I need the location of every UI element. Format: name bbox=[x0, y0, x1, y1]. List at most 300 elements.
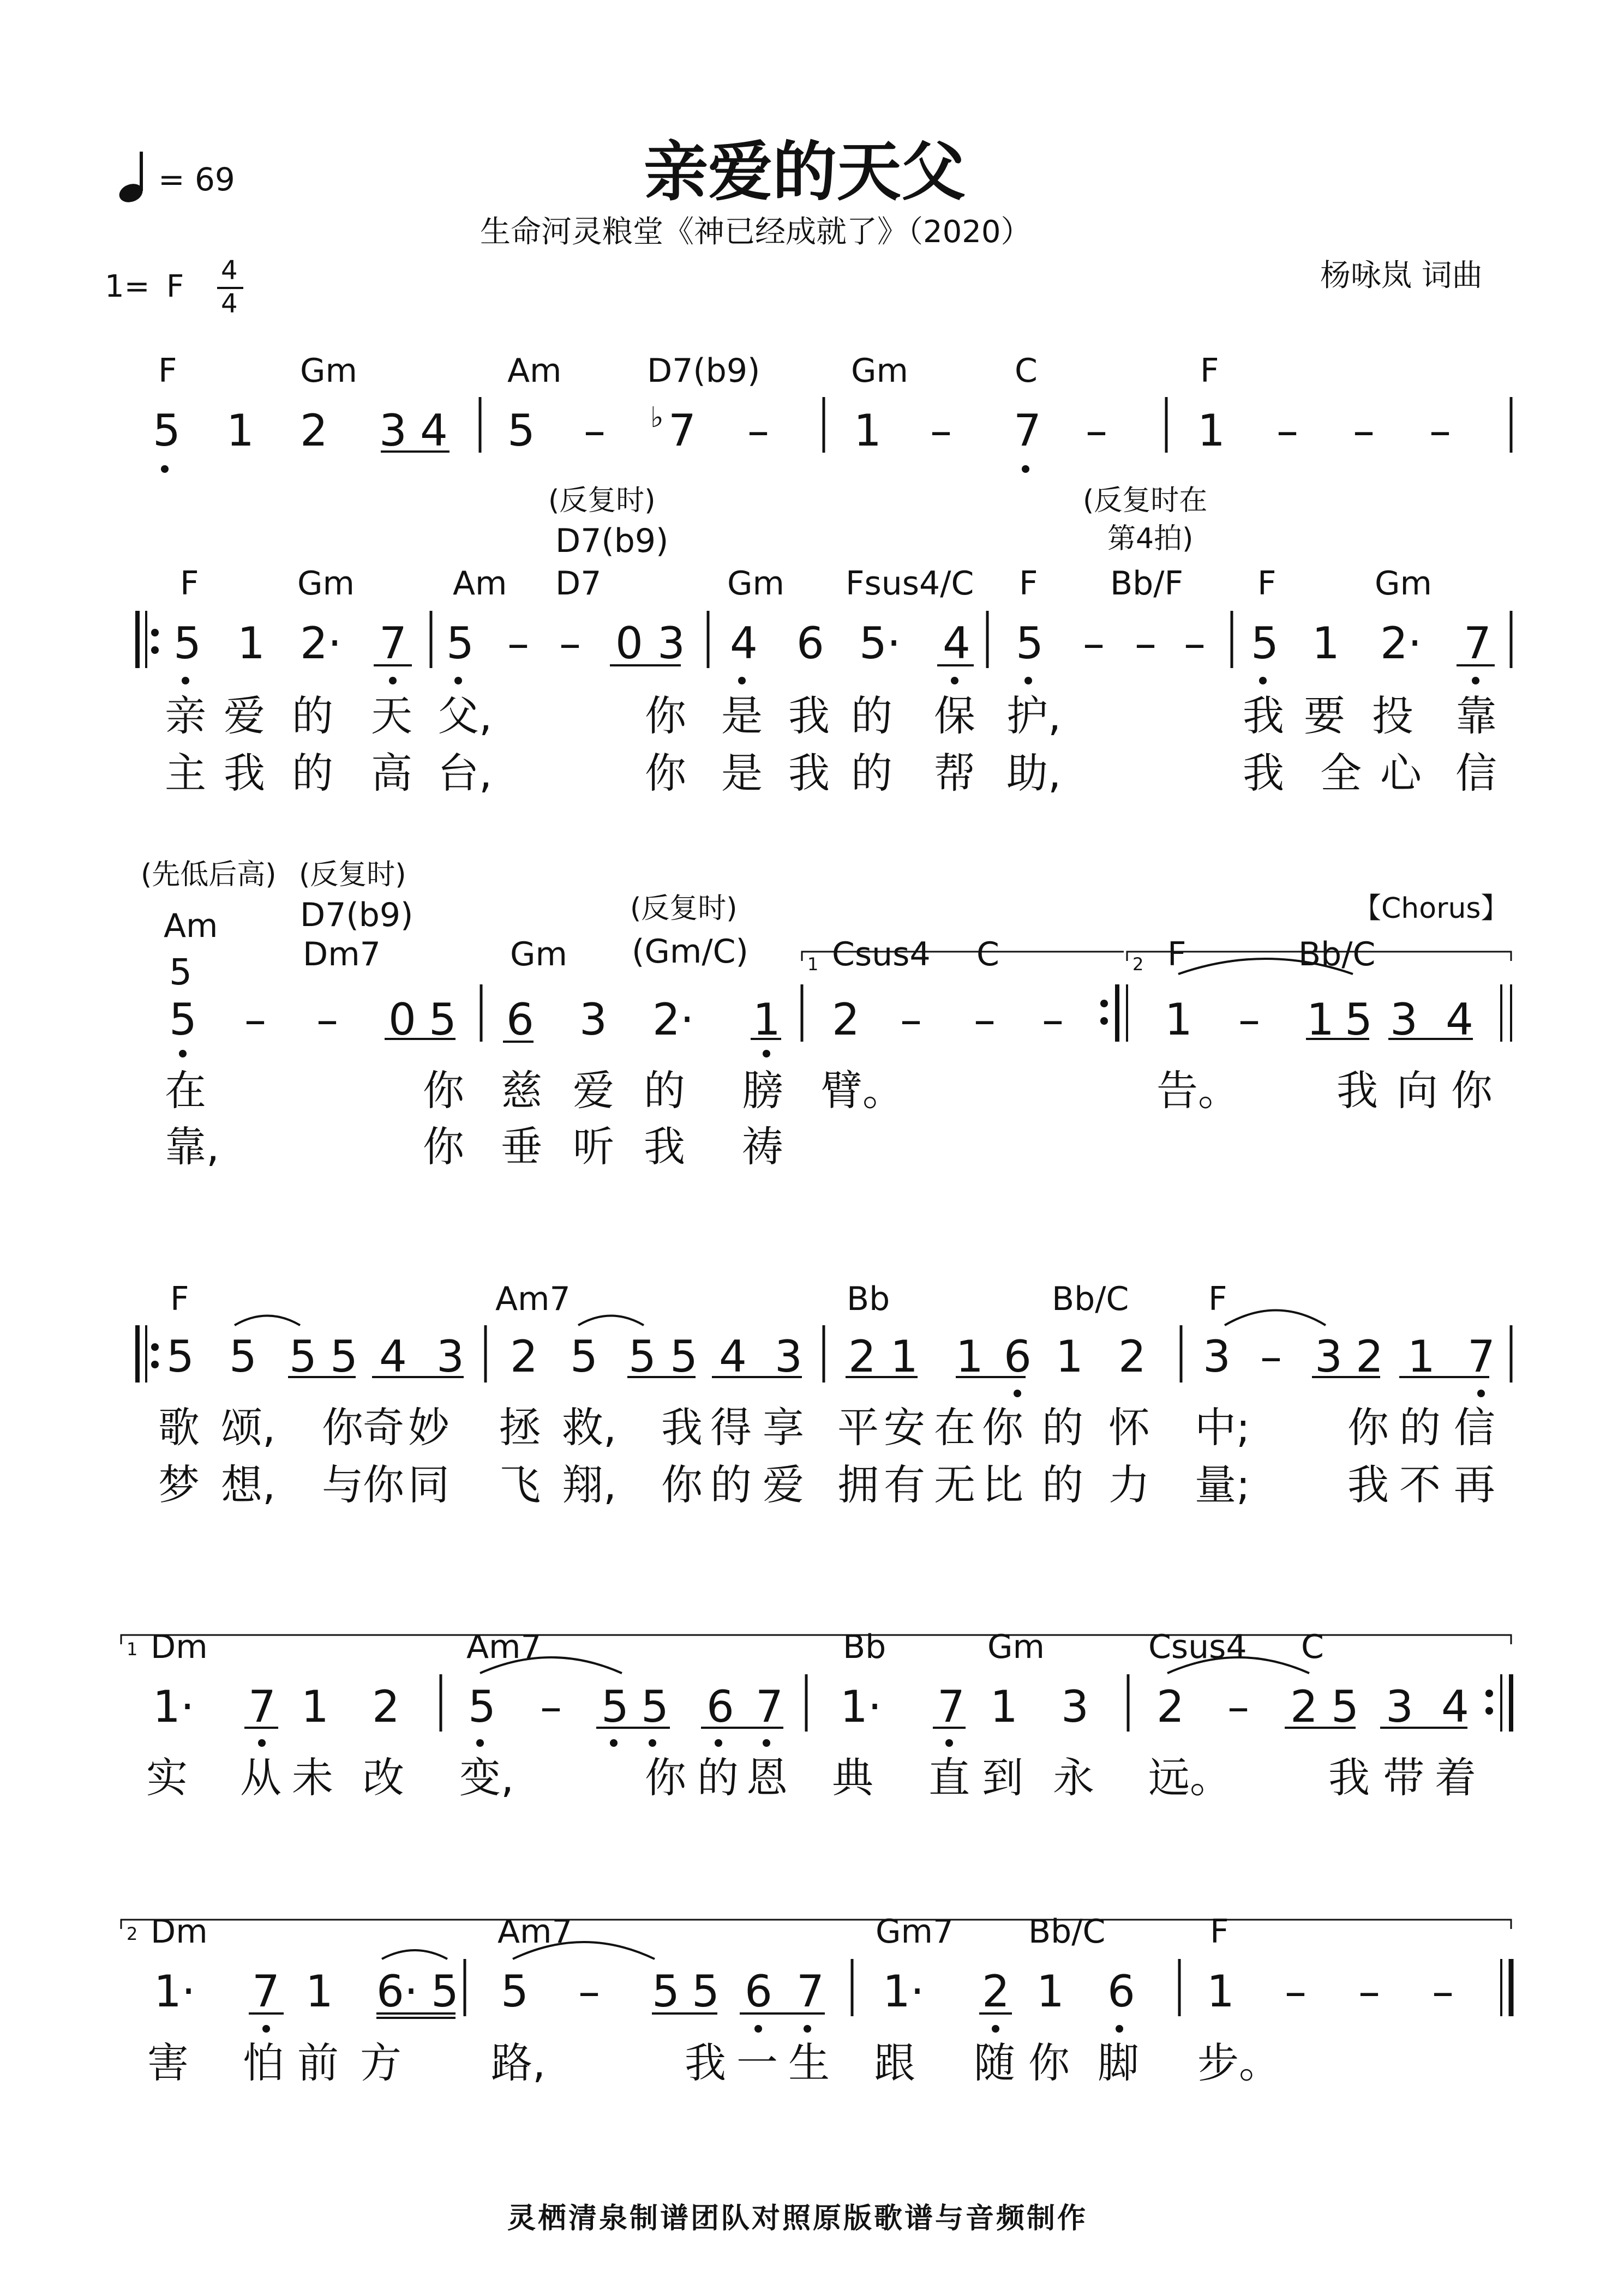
quarter-note-icon bbox=[117, 152, 145, 206]
chord: D7(b9) bbox=[647, 352, 760, 390]
note: 0 bbox=[388, 994, 416, 1045]
note: 5 bbox=[692, 1966, 720, 2017]
note: 7 bbox=[1467, 1331, 1495, 1382]
key-note: F bbox=[166, 269, 184, 304]
volta-number: 2 bbox=[127, 1924, 138, 1944]
chord: Csus4 bbox=[832, 935, 931, 973]
chord: F bbox=[1200, 352, 1219, 390]
note: – bbox=[1086, 405, 1107, 456]
note: 2· bbox=[300, 618, 342, 669]
note: 5 bbox=[1016, 618, 1044, 669]
note: 1 bbox=[1056, 1331, 1083, 1382]
lyric: 心 bbox=[1380, 749, 1422, 797]
lyric: 护, bbox=[1006, 692, 1062, 740]
lyric: 颂, bbox=[221, 1403, 276, 1452]
lyric: 投 bbox=[1372, 692, 1413, 740]
lyric: 要 bbox=[1304, 692, 1345, 740]
note: 3 bbox=[579, 994, 607, 1045]
lyric: 我 bbox=[788, 692, 830, 740]
lyric: 你 bbox=[661, 1460, 703, 1509]
note: 5 bbox=[446, 618, 474, 669]
note: – bbox=[1429, 405, 1451, 456]
lyric: 永 bbox=[1053, 1753, 1094, 1802]
lyric: 你 bbox=[645, 1753, 686, 1802]
lyric: 带 bbox=[1383, 1753, 1424, 1802]
note: 3 bbox=[775, 1331, 802, 1382]
lyric: 你 bbox=[982, 1403, 1023, 1452]
note: 2 bbox=[848, 1331, 876, 1382]
volta-number: 1 bbox=[127, 1639, 138, 1660]
credit-footer: 灵栖清泉制谱团队对照原版歌谱与音频制作 bbox=[507, 2202, 1088, 2235]
lyric: 爱 bbox=[573, 1066, 614, 1115]
lyric: 我 bbox=[224, 749, 265, 797]
chord: Am bbox=[507, 352, 562, 390]
chord: Bb/C bbox=[1298, 935, 1376, 973]
chord: Am7 bbox=[495, 1280, 571, 1318]
lyric: 你 bbox=[645, 692, 686, 740]
chord: D7(b9) bbox=[300, 896, 414, 934]
lyric: 生 bbox=[788, 2039, 830, 2087]
note: 6 bbox=[706, 1681, 734, 1732]
note: 3 bbox=[1203, 1331, 1231, 1382]
note: 5 bbox=[169, 951, 192, 993]
lyric: 步。 bbox=[1197, 2039, 1280, 2087]
lyric: 的 bbox=[710, 1460, 752, 1509]
lyric: 的 bbox=[1399, 1403, 1441, 1452]
note: 4 bbox=[719, 1331, 747, 1382]
note: 1· bbox=[153, 1681, 195, 1732]
note: 2· bbox=[1380, 618, 1422, 669]
note: 2· bbox=[652, 994, 694, 1045]
lyric: 的 bbox=[697, 1753, 739, 1802]
lyric: 得 bbox=[710, 1403, 752, 1452]
note: – bbox=[930, 405, 952, 456]
lyric: 听 bbox=[573, 1122, 614, 1171]
chord: Csus4 bbox=[1148, 1628, 1247, 1666]
lyric: 信 bbox=[1455, 749, 1497, 797]
lyric: 我 bbox=[788, 749, 830, 797]
note: – bbox=[1358, 1966, 1380, 2017]
lyric: 恩 bbox=[746, 1753, 788, 1802]
note: 1 bbox=[1197, 405, 1225, 456]
note: 6 bbox=[745, 1966, 772, 2017]
lyric: 我 bbox=[1347, 1460, 1389, 1509]
lyric: 我 bbox=[1243, 749, 1284, 797]
chord: Gm bbox=[300, 352, 357, 390]
chord: D7(b9) bbox=[555, 522, 669, 560]
note: 2 bbox=[1356, 1331, 1383, 1382]
note: – bbox=[900, 994, 922, 1045]
note: – bbox=[316, 994, 338, 1045]
note: 2 bbox=[1156, 1681, 1184, 1732]
note: 4 bbox=[1441, 1681, 1469, 1732]
chorus-label: 【Chorus】 bbox=[1353, 892, 1509, 925]
lyric: 救, bbox=[562, 1403, 617, 1452]
volta-number: 1 bbox=[807, 954, 819, 975]
note: 4 bbox=[1446, 994, 1473, 1045]
note: 1 bbox=[1307, 994, 1334, 1045]
lyric: 平 bbox=[837, 1403, 879, 1452]
lyric: 是 bbox=[721, 692, 763, 740]
note: 1 bbox=[1207, 1966, 1235, 2017]
note: – bbox=[578, 1966, 600, 2017]
annotation: (先低后高) bbox=[141, 858, 277, 891]
lyric: 歌 bbox=[158, 1403, 200, 1452]
lyric: 爱 bbox=[224, 692, 265, 740]
lyric: 同 bbox=[408, 1460, 450, 1509]
note: 5 bbox=[173, 618, 201, 669]
lyric: 助, bbox=[1006, 749, 1062, 797]
chord: Gm bbox=[987, 1628, 1045, 1666]
note: – bbox=[1042, 994, 1064, 1045]
chord: F bbox=[158, 352, 177, 390]
note: 2 bbox=[832, 994, 860, 1045]
lyric: 天 bbox=[371, 692, 412, 740]
lyric: 我 bbox=[661, 1403, 703, 1452]
lyric: 享 bbox=[763, 1403, 804, 1452]
note: 2 bbox=[1118, 1331, 1146, 1382]
note: 7 bbox=[379, 618, 407, 669]
lyric: 随 bbox=[974, 2039, 1015, 2087]
chord: Am bbox=[453, 564, 507, 603]
note: 5 bbox=[1331, 1681, 1359, 1732]
note: 2 bbox=[1290, 1681, 1318, 1732]
lyric: 前 bbox=[297, 2039, 339, 2087]
lyric: 主 bbox=[165, 749, 206, 797]
chord: Gm bbox=[297, 564, 355, 603]
lyric: 从 bbox=[240, 1753, 281, 1802]
chord: Bb bbox=[843, 1628, 886, 1666]
lyric: 飞 bbox=[499, 1460, 541, 1509]
note: 5 bbox=[1251, 618, 1279, 669]
lyric: 我 bbox=[1337, 1066, 1378, 1115]
note: 7 bbox=[1464, 618, 1491, 669]
lyric: 变, bbox=[459, 1753, 514, 1802]
note: – bbox=[1238, 994, 1260, 1045]
chord: Gm bbox=[1375, 564, 1432, 603]
lyric: 方 bbox=[360, 2039, 401, 2087]
lyric: 的 bbox=[851, 749, 892, 797]
note: 1 bbox=[305, 1966, 333, 2017]
note: 7 bbox=[796, 1966, 824, 2017]
chord: Fsus4/C bbox=[846, 564, 974, 603]
note: 6 bbox=[1107, 1966, 1135, 2017]
note: 5 bbox=[670, 1331, 698, 1382]
note: 7 bbox=[756, 1681, 783, 1732]
lyric: 你 bbox=[1451, 1066, 1493, 1115]
note: 3 bbox=[1390, 994, 1418, 1045]
lyric: 你 bbox=[645, 749, 686, 797]
note: 5 bbox=[507, 405, 535, 456]
note: 5 bbox=[601, 1681, 629, 1732]
note: – bbox=[1184, 618, 1206, 669]
lyric: 到 bbox=[982, 1753, 1023, 1802]
lyric: 再 bbox=[1454, 1460, 1495, 1509]
note: – bbox=[1083, 618, 1105, 669]
note: 1 bbox=[753, 994, 781, 1045]
lyric: 父, bbox=[438, 692, 493, 740]
note: 1 bbox=[237, 618, 265, 669]
note: 2 bbox=[982, 1966, 1010, 2017]
lyric: 膀 bbox=[742, 1066, 783, 1115]
lyric: 中; bbox=[1195, 1403, 1250, 1452]
time-signature-bottom: 4 bbox=[221, 288, 238, 319]
lyric: 妙 bbox=[408, 1403, 450, 1452]
note: 5 bbox=[468, 1681, 496, 1732]
lyric: 怀 bbox=[1108, 1403, 1150, 1452]
note: 3 bbox=[657, 618, 685, 669]
chord: F bbox=[1208, 1280, 1227, 1318]
note: 1 bbox=[226, 405, 254, 456]
key-label: 1= bbox=[105, 269, 150, 304]
lyric: 在 bbox=[934, 1403, 975, 1452]
note: 5 bbox=[431, 1966, 459, 2017]
lyric: 安 bbox=[884, 1403, 925, 1452]
annotation: (反复时) bbox=[299, 858, 406, 891]
lyric: 你 bbox=[363, 1460, 404, 1509]
lyric: 祷 bbox=[742, 1122, 783, 1171]
note: – bbox=[747, 405, 769, 456]
lyric: 的 bbox=[1042, 1460, 1083, 1509]
lyric: 想, bbox=[221, 1460, 276, 1509]
lyric: 台, bbox=[438, 749, 493, 797]
note: 1 bbox=[890, 1331, 918, 1382]
note: 1 bbox=[1036, 1966, 1064, 2017]
note: 1 bbox=[1407, 1331, 1435, 1382]
note: – bbox=[507, 618, 529, 669]
lyric: 的 bbox=[292, 692, 333, 740]
note: 1 bbox=[301, 1681, 329, 1732]
note: – bbox=[1353, 405, 1375, 456]
note: 5 bbox=[153, 405, 181, 456]
chord: Bb/C bbox=[1028, 1913, 1106, 1951]
note: – bbox=[540, 1681, 562, 1732]
chord: F bbox=[170, 1280, 189, 1318]
chord: (Gm/C) bbox=[632, 933, 748, 971]
note: 5 bbox=[289, 1331, 317, 1382]
chord: Am bbox=[164, 907, 218, 945]
chord: Dm7 bbox=[303, 935, 381, 973]
row2-barlines bbox=[137, 611, 1511, 668]
lyric: 在 bbox=[165, 1066, 206, 1115]
lyric: 帮 bbox=[934, 749, 975, 797]
note: – bbox=[1227, 1681, 1249, 1732]
lyric: 一 bbox=[736, 2039, 778, 2087]
note: 1 bbox=[854, 405, 882, 456]
lyric: 爱 bbox=[763, 1460, 804, 1509]
note: – bbox=[559, 618, 581, 669]
note: 7 bbox=[937, 1681, 965, 1732]
note: – bbox=[244, 994, 266, 1045]
annotation: 第4拍) bbox=[1107, 522, 1194, 555]
note: 7 bbox=[248, 1681, 276, 1732]
note: – bbox=[974, 994, 996, 1045]
lyric: 比 bbox=[982, 1460, 1023, 1509]
lyric: 未 bbox=[292, 1753, 333, 1802]
lyric: 的 bbox=[1042, 1403, 1083, 1452]
note: – bbox=[1260, 1331, 1282, 1382]
note: – bbox=[584, 405, 606, 456]
chord: C bbox=[976, 935, 999, 973]
lyric: 靠, bbox=[165, 1122, 220, 1171]
lyric: 路, bbox=[491, 2039, 546, 2087]
lyric: 向 bbox=[1397, 1066, 1438, 1115]
lyric: 不 bbox=[1399, 1460, 1441, 1509]
lyric: 典 bbox=[832, 1753, 873, 1802]
note: – bbox=[1285, 1966, 1307, 2017]
lyric: 你 bbox=[423, 1066, 464, 1115]
lyric: 力 bbox=[1108, 1460, 1150, 1509]
lyric: 靠 bbox=[1455, 692, 1497, 740]
note: 4 bbox=[420, 405, 448, 456]
annotation: (反复时) bbox=[630, 892, 738, 925]
note: 7 bbox=[252, 1966, 280, 2017]
lyric: 的 bbox=[644, 1066, 685, 1115]
lyric: 臂。 bbox=[821, 1066, 904, 1115]
note: 5 bbox=[166, 1331, 194, 1382]
note: 3 bbox=[379, 405, 407, 456]
note: 5 bbox=[570, 1331, 598, 1382]
chord: Dm bbox=[151, 1628, 208, 1666]
note: 1 bbox=[1312, 618, 1340, 669]
note: 6 bbox=[506, 994, 534, 1045]
note: 5 bbox=[628, 1331, 656, 1382]
lyric: 跟 bbox=[874, 2039, 915, 2087]
note: 1· bbox=[154, 1966, 196, 2017]
lyric: 着 bbox=[1435, 1753, 1476, 1802]
note: 5· bbox=[859, 618, 901, 669]
note: 1· bbox=[840, 1681, 882, 1732]
note: 1· bbox=[883, 1966, 925, 2017]
lyric: 脚 bbox=[1098, 2039, 1139, 2087]
chord: Gm7 bbox=[876, 1913, 954, 1951]
chord: Gm bbox=[851, 352, 908, 390]
tempo-marking: = 69 bbox=[158, 161, 235, 198]
note: 3 bbox=[1315, 1331, 1343, 1382]
volta-number: 2 bbox=[1132, 954, 1144, 975]
lyric: 全 bbox=[1320, 749, 1362, 797]
lyric: 我 bbox=[1328, 1753, 1370, 1802]
lyric: 有 bbox=[884, 1460, 925, 1509]
lyric: 告。 bbox=[1156, 1066, 1239, 1115]
lyric: 害 bbox=[147, 2039, 189, 2087]
note: 1 bbox=[990, 1681, 1018, 1732]
lyric: 直 bbox=[928, 1753, 970, 1802]
note: 4 bbox=[730, 618, 758, 669]
lyric: 拥 bbox=[837, 1460, 879, 1509]
lyric: 是 bbox=[721, 749, 763, 797]
note: 7 bbox=[1014, 405, 1041, 456]
note: 7 bbox=[668, 405, 696, 456]
chord: Bb bbox=[847, 1280, 890, 1318]
note: 5 bbox=[501, 1966, 529, 2017]
lyric: 的 bbox=[851, 692, 892, 740]
chord: Dm bbox=[151, 1913, 208, 1951]
lyric: 慈 bbox=[501, 1066, 542, 1115]
chord: F bbox=[1257, 564, 1277, 603]
chord: Am7 bbox=[466, 1628, 542, 1666]
chord: C bbox=[1301, 1628, 1324, 1666]
lyric: 信 bbox=[1454, 1403, 1495, 1452]
lyric: 亲 bbox=[165, 692, 206, 740]
note: 5 bbox=[641, 1681, 669, 1732]
note: 2 bbox=[510, 1331, 538, 1382]
lyric: 怕 bbox=[243, 2039, 284, 2087]
chord: F bbox=[1167, 935, 1186, 973]
flat-accidental: ♭ bbox=[650, 401, 664, 434]
note: 1 bbox=[1165, 994, 1192, 1045]
note: 3 bbox=[1061, 1681, 1089, 1732]
chord: Gm bbox=[727, 564, 784, 603]
lyric: 你 bbox=[423, 1122, 464, 1171]
chord: Bb/C bbox=[1052, 1280, 1129, 1318]
chord: F bbox=[180, 564, 199, 603]
song-title: 亲爱的天父 bbox=[644, 134, 966, 209]
annotation: (反复时) bbox=[548, 484, 656, 517]
chord: Am7 bbox=[498, 1913, 573, 1951]
note: 0 bbox=[615, 618, 643, 669]
chord: Gm bbox=[510, 935, 567, 973]
note: 6· bbox=[376, 1966, 418, 2017]
note: 5 bbox=[229, 1331, 257, 1382]
note: 2 bbox=[372, 1681, 400, 1732]
lyric: 你 bbox=[1028, 2039, 1070, 2087]
lyric: 保 bbox=[934, 692, 975, 740]
lyric: 奇 bbox=[363, 1403, 404, 1452]
note: 2 bbox=[300, 405, 328, 456]
chord: D7 bbox=[555, 564, 602, 603]
lyric: 拯 bbox=[499, 1403, 541, 1452]
lyric: 垂 bbox=[501, 1122, 542, 1171]
note: 3 bbox=[1386, 1681, 1413, 1732]
note: 5 bbox=[652, 1966, 680, 2017]
lyric: 改 bbox=[363, 1753, 404, 1802]
lyric: 我 bbox=[1243, 692, 1284, 740]
note: – bbox=[1277, 405, 1298, 456]
note: 6 bbox=[1004, 1331, 1032, 1382]
lyric: 梦 bbox=[158, 1460, 200, 1509]
lyric: 你 bbox=[1347, 1403, 1389, 1452]
chord: F bbox=[1019, 564, 1038, 603]
note: 5 bbox=[330, 1331, 358, 1382]
lyric: 无 bbox=[934, 1460, 975, 1509]
note: 4 bbox=[379, 1331, 407, 1382]
note: 4 bbox=[943, 618, 970, 669]
lyric: 的 bbox=[292, 749, 333, 797]
lyric: 与 bbox=[322, 1460, 363, 1509]
lyric: 我 bbox=[644, 1122, 685, 1171]
chord: C bbox=[1015, 352, 1038, 390]
note: 1 bbox=[956, 1331, 984, 1382]
lyric: 远。 bbox=[1148, 1753, 1231, 1802]
note: 3 bbox=[436, 1331, 464, 1382]
note: – bbox=[1432, 1966, 1454, 2017]
note: – bbox=[1135, 618, 1156, 669]
note: 5 bbox=[169, 994, 197, 1045]
note: 5 bbox=[1345, 994, 1373, 1045]
chord: Bb/F bbox=[1110, 564, 1183, 603]
song-subtitle: 生命河灵粮堂《神已经成就了》（2020） bbox=[480, 214, 1032, 250]
composer: 杨咏岚 词曲 bbox=[1320, 258, 1483, 293]
chord: F bbox=[1210, 1913, 1229, 1951]
lyric: 我 bbox=[685, 2039, 726, 2087]
time-signature-top: 4 bbox=[221, 255, 238, 286]
lyric: 翔, bbox=[562, 1460, 617, 1509]
lyric: 实 bbox=[146, 1753, 188, 1802]
lyric: 量; bbox=[1195, 1460, 1250, 1509]
note: 6 bbox=[796, 618, 824, 669]
lyric: 你 bbox=[322, 1403, 363, 1452]
